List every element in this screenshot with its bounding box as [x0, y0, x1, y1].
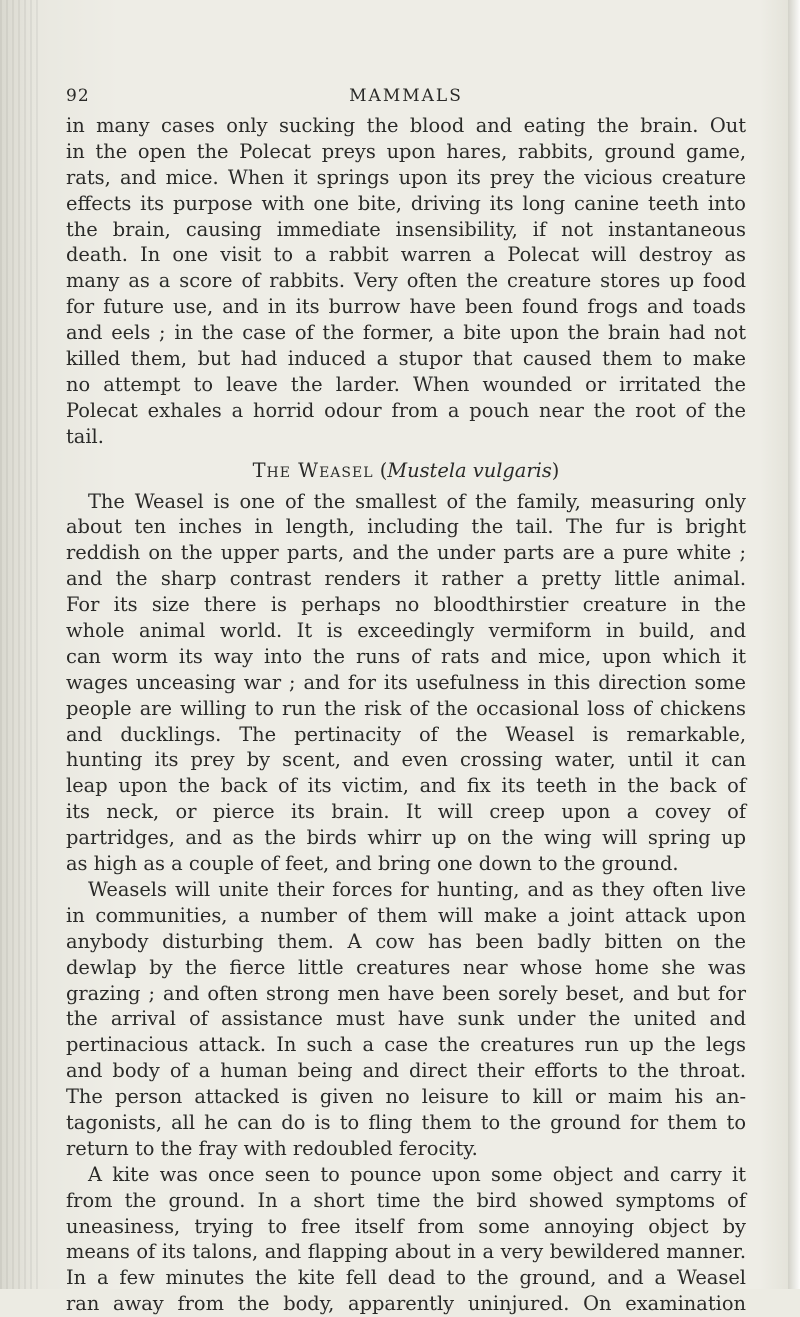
text-line: means of its talons, and flapping about in a very bewildered manner.	[66, 1240, 746, 1264]
page-header	[66, 86, 746, 108]
text-line: for future use, and in its burrow have been found frogs and toads	[66, 295, 746, 319]
text-line: and the sharp contrast renders it rather a pretty little animal.	[66, 567, 746, 591]
text-line: in communities, a number of them will make a joint attack upon	[66, 903, 746, 927]
text-line: grazing ; and often strong men have been sorely beset, and but for	[66, 981, 746, 1005]
text-line: return to the fray with redoubled ferocity.	[66, 1136, 478, 1160]
running-head: MAMMALS	[349, 86, 463, 106]
text-line: Weasels will unite their forces for hunting, and as they often live	[88, 877, 746, 901]
section-title: The Weasel	[252, 458, 374, 482]
section-heading: The Weasel (Mustela vulgaris)	[252, 458, 560, 482]
text-line: hunting its prey by scent, and even crossing water, until it can	[66, 748, 746, 772]
text-line: the arrival of assistance must have sunk under the united and	[66, 1007, 746, 1031]
binding-shadow	[0, 0, 40, 1289]
text-line: partridges, and as the birds whirr up on the wing will spring up	[66, 826, 746, 850]
text-line: many as a score of rabbits. Very often the creature stores up food	[66, 269, 746, 293]
text-line: tagonists, all he can do is to fling them to the ground for them to	[66, 1110, 746, 1134]
text-line: anybody disturbing them. A cow has been badly bitten on the	[66, 929, 746, 953]
page-edge	[788, 0, 800, 1289]
body-text	[66, 113, 746, 1317]
text-line: people are willing to run the risk of the occasional loss of chickens	[66, 696, 746, 720]
text-line: In a few minutes the kite fell dead to the ground, and a Weasel	[66, 1266, 746, 1290]
latin-name: Mustela vulgaris	[387, 458, 552, 482]
text-line: no attempt to leave the larder. When wounded or irritated the	[66, 372, 746, 396]
text-line: The person attacked is given no leisure to kill or maim his an-	[66, 1085, 746, 1109]
text-line: death. In one visit to a rabbit warren a Polecat will destroy as	[66, 243, 746, 267]
text-line: The Weasel is one of the smallest of the family, measuring only	[88, 489, 746, 513]
page-number: 92	[66, 86, 90, 106]
text-line: wages unceasing war ; and for its usefulness in this direction some	[66, 670, 746, 694]
text-line: its neck, or pierce its brain. It will creep upon a covey of	[66, 800, 746, 824]
text-line: rats, and mice. When it springs upon its prey the vicious creature	[66, 165, 746, 189]
text-line: reddish on the upper parts, and the under parts are a pure white ;	[66, 541, 746, 565]
text-line: as high as a couple of feet, and bring one down to the ground.	[66, 852, 679, 876]
text-line: Polecat exhales a horrid odour from a pouch near the root of the	[66, 398, 746, 422]
text-line: For its size there is perhaps no bloodthirstier creature in the	[66, 593, 746, 617]
text-line: and body of a human being and direct their efforts to the throat.	[66, 1059, 746, 1083]
text-line: whole animal world. It is exceedingly vermiform in build, and	[66, 619, 746, 643]
text-line: can worm its way into the runs of rats and mice, upon which it	[66, 644, 746, 668]
text-line: pertinacious attack. In such a case the creatures run up the legs	[66, 1033, 746, 1057]
text-line: A kite was once seen to pounce upon some object and carry it	[88, 1162, 746, 1186]
text-line: tail.	[66, 424, 104, 448]
text-line: leap upon the back of its victim, and fix its teeth in the back of	[66, 774, 746, 798]
text-line: ran away from the body, apparently uninjured. On examination	[66, 1292, 746, 1316]
text-line: from the ground. In a short time the bird showed symptoms of	[66, 1188, 746, 1212]
text-line: in many cases only sucking the blood and eating the brain. Out	[66, 114, 746, 137]
text-line: effects its purpose with one bite, driving its long canine teeth into	[66, 191, 746, 215]
text-line: and eels ; in the case of the former, a bite upon the brain had not	[66, 321, 746, 345]
text-line: and ducklings. The pertinacity of the Weasel is remarkable,	[66, 722, 746, 746]
text-line: dewlap by the fierce little creatures near whose home she was	[66, 955, 746, 979]
text-line: the brain, causing immediate insensibility, if not instantaneous	[66, 217, 746, 241]
text-line: in the open the Polecat preys upon hares, rabbits, ground game,	[66, 139, 746, 163]
text-line: uneasiness, trying to free itself from some annoying object by	[66, 1214, 746, 1238]
text-line: about ten inches in length, including the tail. The fur is bright	[66, 515, 746, 539]
text-line: killed them, but had induced a stupor that caused them to make	[66, 347, 746, 371]
